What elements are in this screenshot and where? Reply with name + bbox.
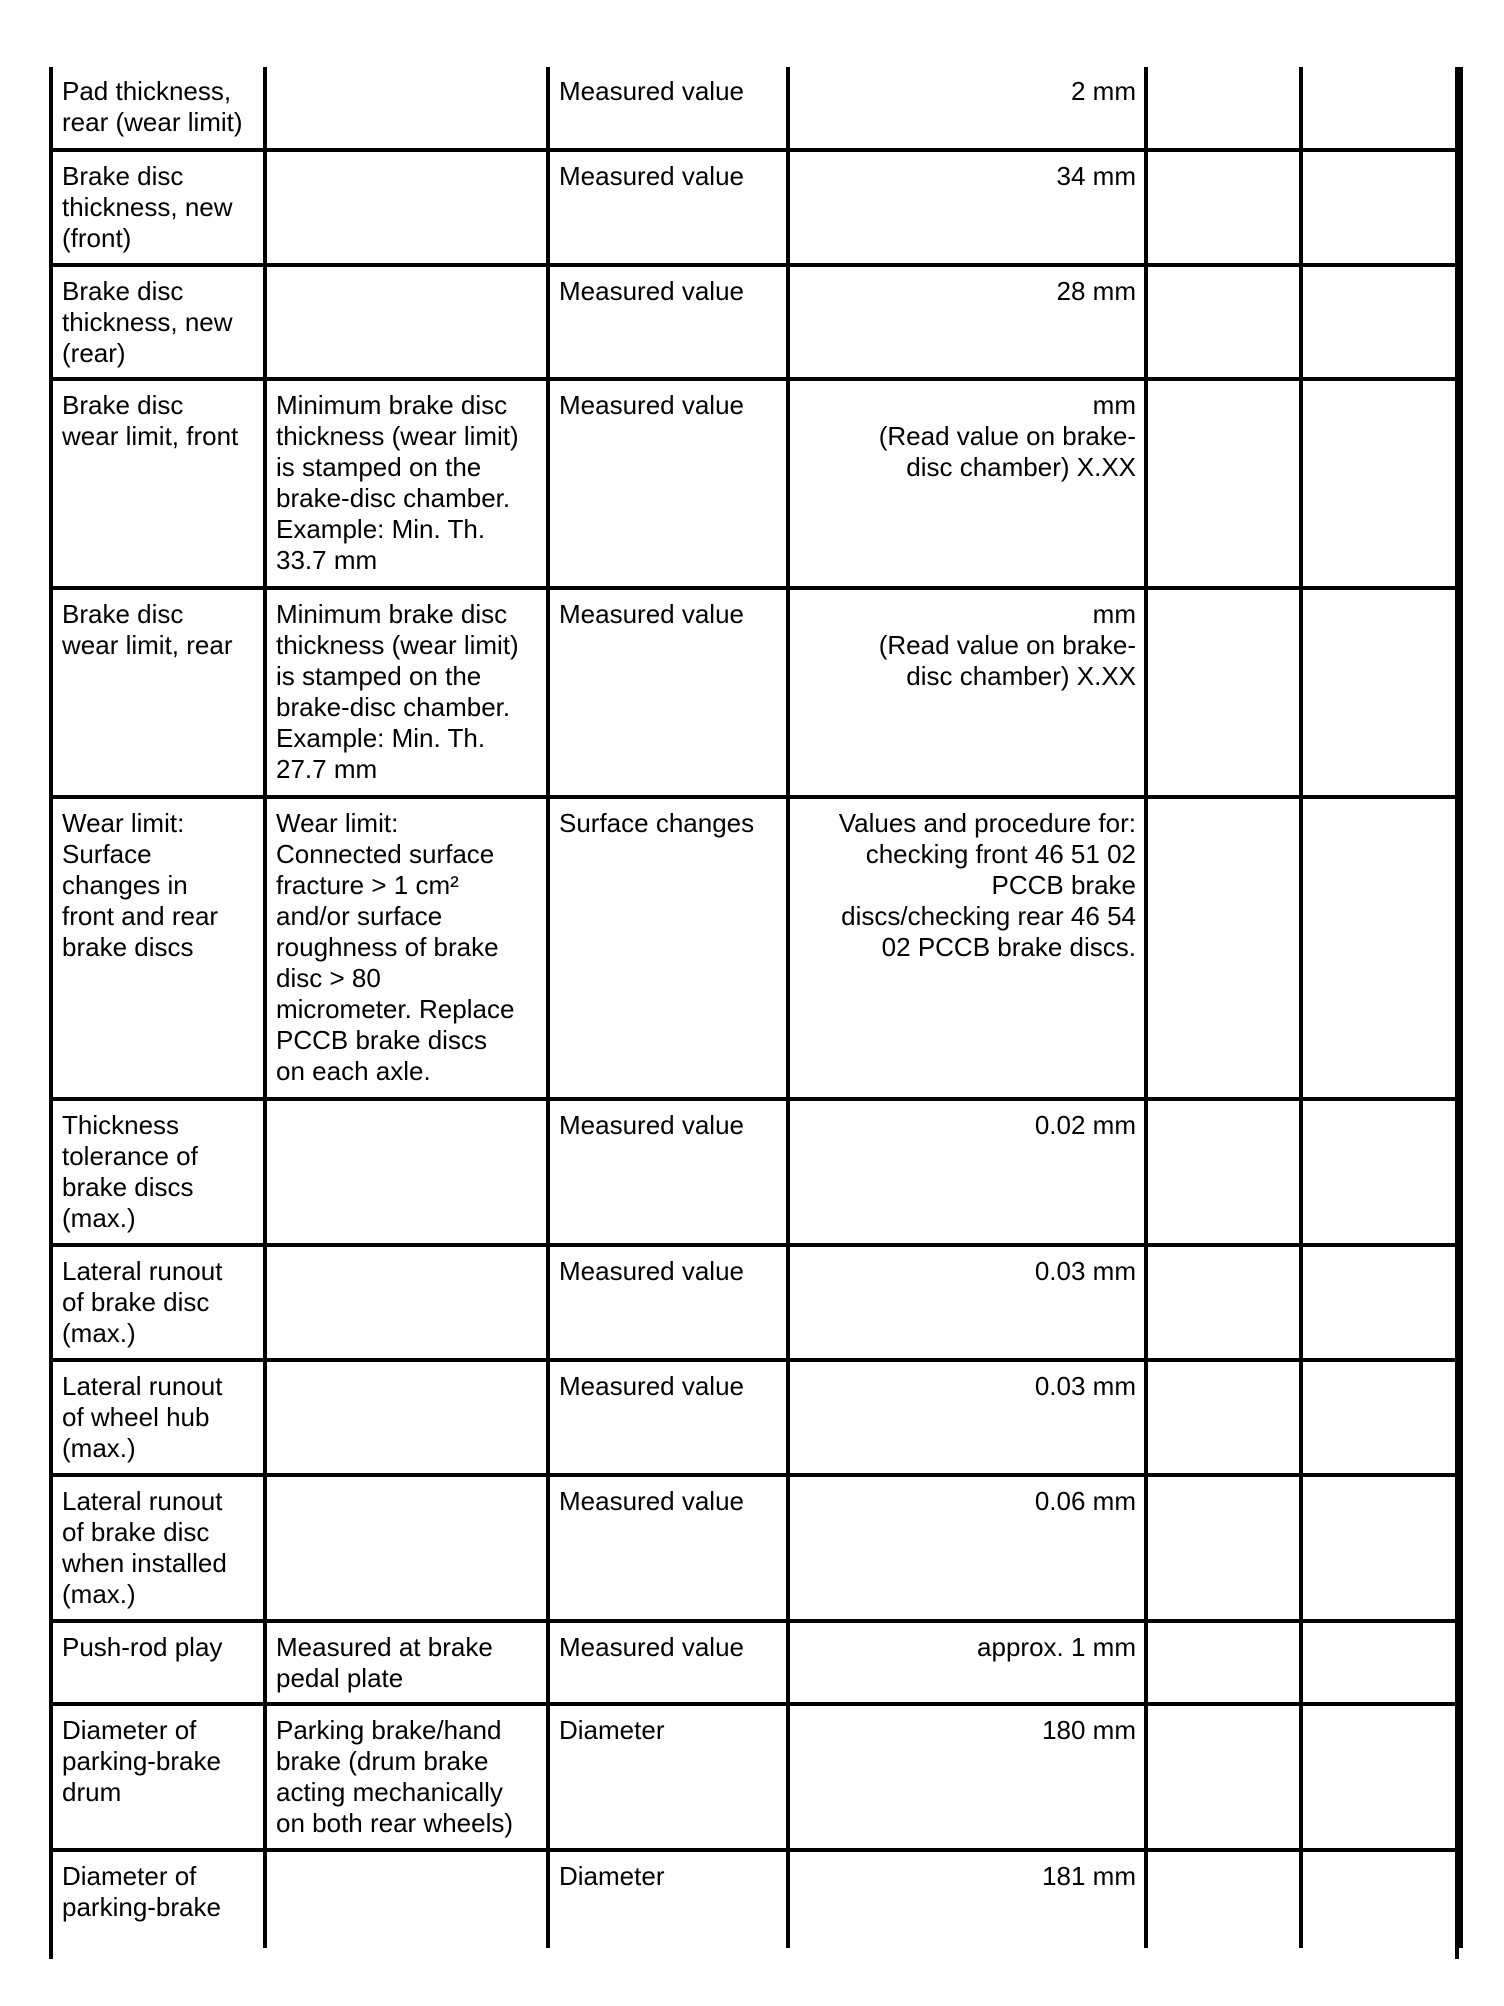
type-cell: Surface changes [548,797,788,1099]
type-cell: Measured value [548,1245,788,1360]
blank-cell-6 [1301,379,1461,588]
parameter-cell: Brake disc wear limit, front [51,379,265,588]
value-cell: approx. 1 mm [788,1621,1146,1704]
parameter-cell: Lateral runout of wheel hub (max.) [51,1360,265,1475]
parameter-cell: Thickness tolerance of brake discs (max.) [51,1099,265,1245]
blank-cell-5 [1146,67,1301,150]
blank-cell-6 [1301,1245,1461,1360]
blank-cell-5 [1146,265,1301,379]
parameter-cell: Brake disc wear limit, rear [51,588,265,797]
parameter-cell: Wear limit: Surface changes in front and rear brake discs [51,797,265,1099]
blank-cell-6 [1301,1475,1461,1621]
value-cell: 181 mm [788,1850,1146,1948]
value-cell: mm (Read value on brake- disc chamber) X.XX [788,588,1146,797]
table-row [51,67,1461,150]
parameter-cell: Brake disc thickness, new (rear) [51,265,265,379]
blank-cell-6 [1301,588,1461,797]
value-cell: 2 mm [788,67,1146,150]
type-cell: Diameter [548,1704,788,1850]
parameter-cell: Lateral runout of brake disc when installed (max.) [51,1475,265,1621]
blank-cell-5 [1146,150,1301,265]
value-cell: 0.03 mm [788,1245,1146,1360]
table-row [51,1621,1461,1704]
value-cell: mm (Read value on brake- disc chamber) X.XX [788,379,1146,588]
table-row [51,797,1461,1099]
type-cell: Measured value [548,1475,788,1621]
blank-cell-5 [1146,1621,1301,1704]
blank-cell-6 [1301,1621,1461,1704]
table-row [51,379,1461,588]
parameter-cell: Diameter of parking-brake drum [51,1704,265,1850]
parameter-cell: Brake disc thickness, new (front) [51,150,265,265]
type-cell: Diameter [548,1850,788,1948]
blank-cell-6 [1301,1704,1461,1850]
blank-cell-6 [1301,150,1461,265]
note-cell [265,1099,548,1245]
parameter-cell: Lateral runout of brake disc (max.) [51,1245,265,1360]
parameter-cell: Diameter of parking-brake [51,1850,265,1948]
table-row [51,1360,1461,1475]
blank-cell-5 [1146,1850,1301,1948]
table-row [51,1850,1461,1948]
table-row [51,1099,1461,1245]
note-cell: Wear limit: Connected surface fracture > 1 cm² and/or surface roughness of brake disc > 80 micrometer. Replace PCCB brake discs on each axle. [265,797,548,1099]
blank-cell-6 [1301,1099,1461,1245]
value-cell: 28 mm [788,265,1146,379]
table-row [51,588,1461,797]
note-cell [265,265,548,379]
note-cell: Minimum brake disc thickness (wear limit) is stamped on the brake-disc chamber. Example: Min. Th. 27.7 mm [265,588,548,797]
parameter-cell: Pad thickness, rear (wear limit) [51,67,265,150]
note-cell [265,1475,548,1621]
blank-cell-5 [1146,1245,1301,1360]
type-cell: Measured value [548,588,788,797]
value-cell: Values and procedure for: checking front 46 51 02 PCCB brake discs/checking rear 46 54 02 PCCB brake discs. [788,797,1146,1099]
parameter-cell: Push-rod play [51,1621,265,1704]
blank-cell-5 [1146,1360,1301,1475]
note-cell: Minimum brake disc thickness (wear limit) is stamped on the brake-disc chamber. Example: Min. Th. 33.7 mm [265,379,548,588]
brake-spec-table [49,67,1463,1948]
type-cell: Measured value [548,1621,788,1704]
note-cell [265,1245,548,1360]
blank-cell-5 [1146,1475,1301,1621]
value-cell: 180 mm [788,1704,1146,1850]
spec-sheet [49,67,1459,1959]
blank-cell-5 [1146,1099,1301,1245]
type-cell: Measured value [548,1099,788,1245]
value-cell: 34 mm [788,150,1146,265]
blank-cell-6 [1301,1850,1461,1948]
blank-cell-5 [1146,1704,1301,1850]
note-cell [265,1360,548,1475]
blank-cell-6 [1301,797,1461,1099]
note-cell: Measured at brake pedal plate [265,1621,548,1704]
blank-cell-6 [1301,67,1461,150]
type-cell: Measured value [548,265,788,379]
blank-cell-6 [1301,1360,1461,1475]
note-cell [265,150,548,265]
value-cell: 0.02 mm [788,1099,1146,1245]
table-row [51,1245,1461,1360]
type-cell: Measured value [548,379,788,588]
value-cell: 0.06 mm [788,1475,1146,1621]
type-cell: Measured value [548,67,788,150]
table-row [51,1475,1461,1621]
note-cell: Parking brake/hand brake (drum brake acting mechanically on both rear wheels) [265,1704,548,1850]
type-cell: Measured value [548,1360,788,1475]
blank-cell-6 [1301,265,1461,379]
table-row [51,265,1461,379]
blank-cell-5 [1146,379,1301,588]
table-row [51,150,1461,265]
blank-cell-5 [1146,588,1301,797]
blank-cell-5 [1146,797,1301,1099]
type-cell: Measured value [548,150,788,265]
note-cell [265,67,548,150]
table-row [51,1704,1461,1850]
value-cell: 0.03 mm [788,1360,1146,1475]
note-cell [265,1850,548,1948]
